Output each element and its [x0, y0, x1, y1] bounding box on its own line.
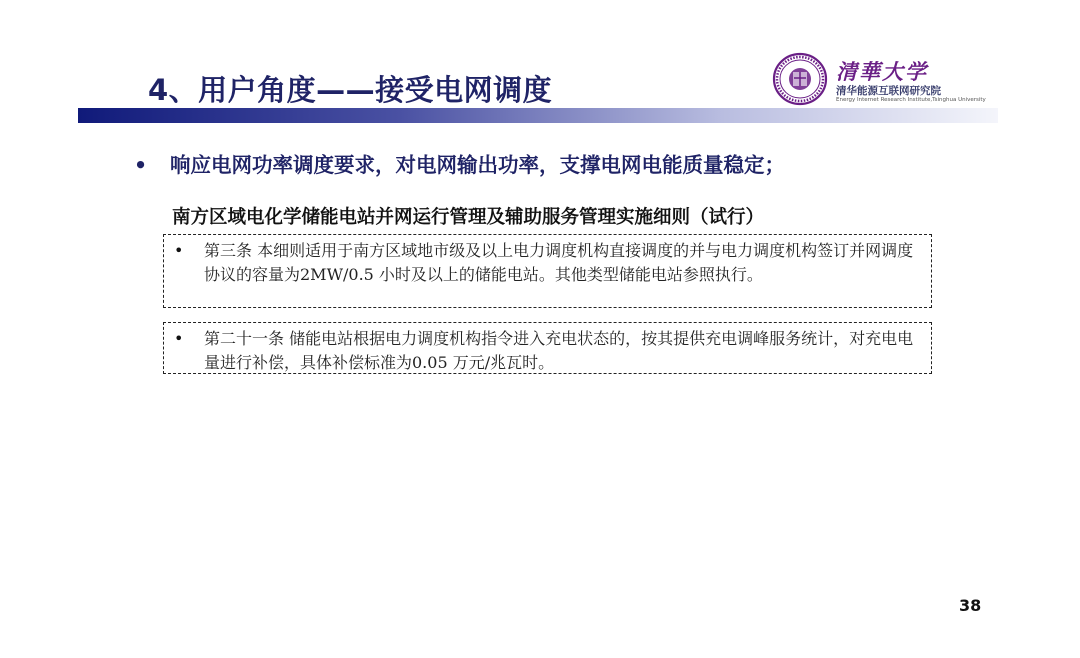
- main-bullet-text: 响应电网功率调度要求，对电网输出功率，支撑电网电能质量稳定；: [170, 153, 785, 177]
- bullet-marker: •: [174, 329, 184, 348]
- main-bullet-point: [134, 148, 785, 178]
- bullet-marker: •: [134, 153, 148, 177]
- logo-institute-name: 清华能源互联网研究院: [836, 85, 941, 97]
- slide-title: 4、用户角度——接受电网调度: [148, 73, 553, 107]
- document-title: 南方区域电化学储能电站并网运行管理及辅助服务管理实施细则（试行）: [172, 207, 765, 228]
- page-number: 38: [959, 596, 982, 615]
- clause-box-article-3: [163, 234, 932, 308]
- logo-institute-english: Energy Internet Research Institute,Tsinghua University: [836, 97, 986, 103]
- clause-text: 第三条 本细则适用于南方区域地市级及以上电力调度机构直接调度的并与电力调度机构签订并网调度协议的容量为2MW/0.5 小时及以上的储能电站。其他类型储能电站参照执行。: [204, 241, 914, 284]
- tsinghua-logo: [772, 52, 1004, 108]
- clause-box-article-21: [163, 322, 932, 374]
- logo-chinese-name: 清華大学: [836, 59, 928, 84]
- bullet-marker: •: [174, 241, 184, 260]
- header-gradient-bar: [78, 108, 998, 123]
- tsinghua-seal-icon: [772, 52, 828, 106]
- clause-text: 第二十一条 储能电站根据电力调度机构指令进入充电状态的，按其提供充电调峰服务统计，对充电电量进行补偿，具体补偿标准为0.05 万元/兆瓦时。: [204, 329, 914, 372]
